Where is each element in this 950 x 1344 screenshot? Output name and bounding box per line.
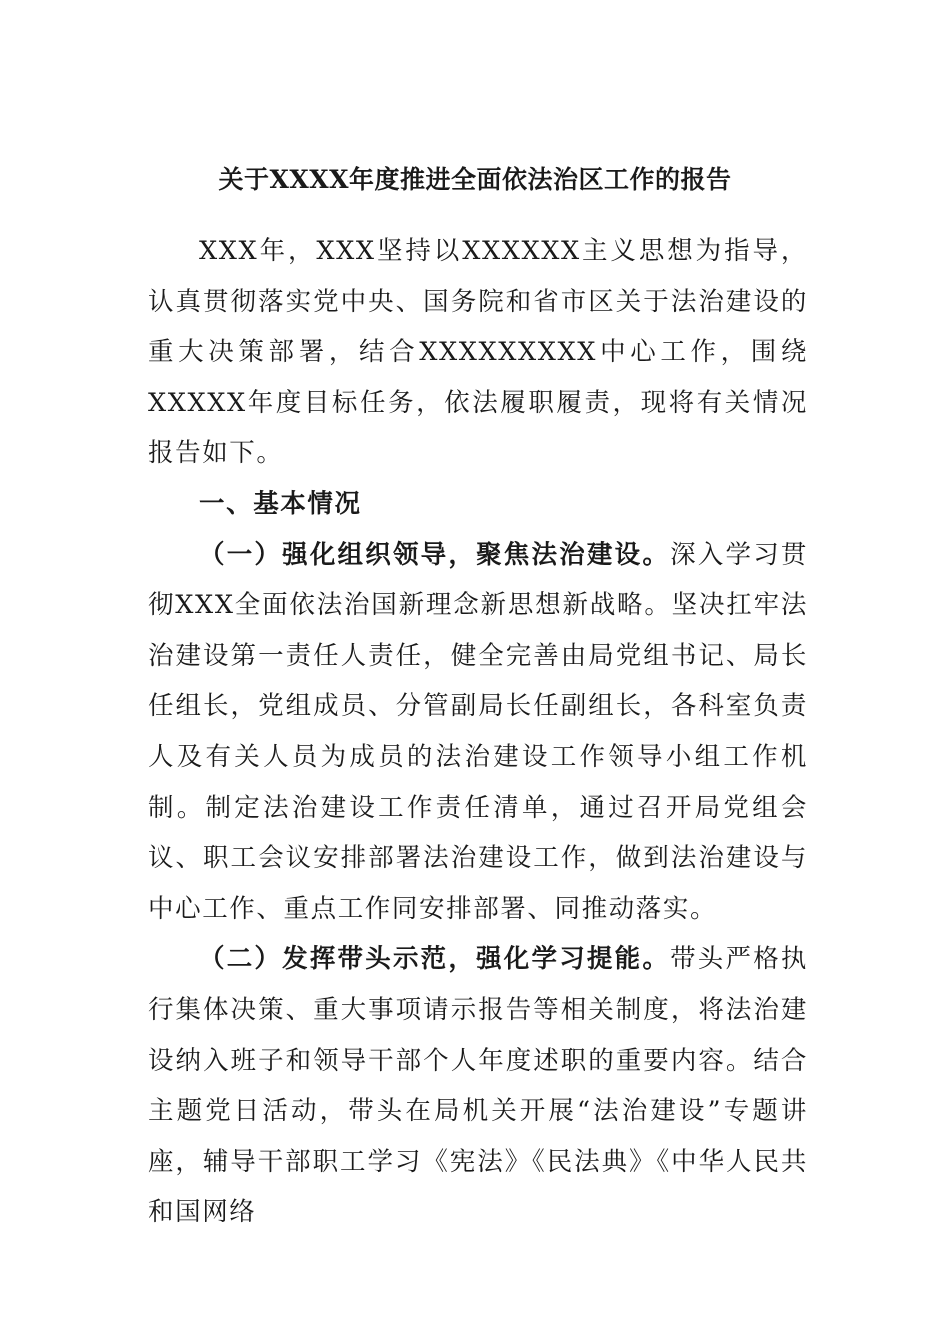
item-2-paragraph [148,934,808,1238]
document-title: 关于XXXX年度推进全面依法治区工作的报告 [218,165,732,194]
item-2-text: 带头严格执行集体决策、重大事项请示报告等相关制度，将法治建设纳入班子和领导干部个人年度述职的重要内容。结合主题党日活动，带头在局机关开展“法治建设”专题讲座，辅导干部职工学习《宪法》《民法典》《中华人民共和国网络 [148,944,808,1228]
item-1-lead: （一）强化组织领导，聚焦法治建设。 [199,539,671,570]
document-body [148,226,808,1238]
item-2-lead: （二）发挥带头示范，强化学习提能。 [199,944,671,975]
section-heading-basic-situation: 一、基本情况 [199,488,362,519]
item-1-text: 深入学习贯彻XXX全面依法治国新理念新思想新战略。坚决扛牢法治建设第一责任人责任，健全完善由局党组书记、局长任组长，党组成员、分管副局长任副组长，各科室负责人及有关人员为成员的法治建设工作领导小组工作机制。制定法治建设工作责任清单，通过召开局党组会议、职工会议安排部署法治建设工作，做到法治建设与中心工作、重点工作同安排部署、同推动落实。 [148,539,808,924]
item-1-paragraph [148,530,808,935]
intro-paragraph: XXX年，XXX坚持以XXXXXX主义思想为指导，认真贯彻落实党中央、国务院和省市区关于法治建设的重大决策部署，结合XXXXXXXXX中心工作，围绕XXXXX年度目标任务，依法履职履责，现将有关情况报告如下。 [148,236,808,469]
